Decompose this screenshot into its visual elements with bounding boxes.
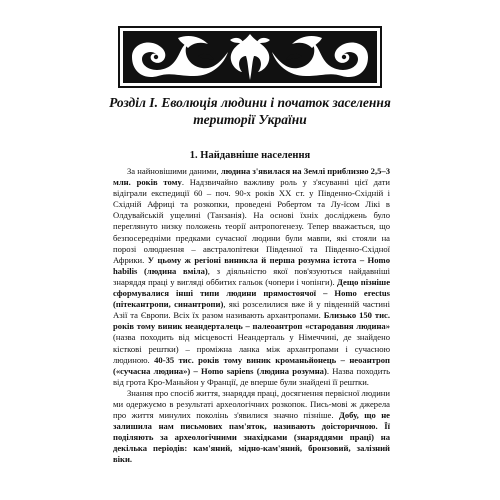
text-run: , які розселилися вже й у південній частині Азії та Європи. Всіх їх разом називають архантропами.: [113, 299, 390, 321]
body-text: [113, 166, 390, 466]
chapter-title: [100, 94, 400, 128]
bold-run: Близько 150 тис. років тому виник неандерталець – палеоантроп «стародавня людина»: [113, 310, 390, 332]
bold-run: У цьому ж регіоні виникла й перша розумна істота – Homo habilis (людина вміла): [113, 254, 390, 276]
bold-run: людина з'явилася на Землі приблизно 2,5–3 млн. років тому: [113, 166, 390, 188]
bold-run: Дещо пізніше сформувалися інші типи людини прямостоячої – Homo erectus (пітекантропи, синантропи): [113, 276, 391, 310]
text-run: , з діяльністю якої пов'язуються найдавніші знаряддя праці у вигляді оббитих гальок (чопери і чопінги).: [113, 265, 390, 287]
text-run: За найновішими даними,: [127, 166, 221, 176]
bold-run: 40-35 тис. років тому виник кроманьйонець – неоантроп («сучасна людина») – Homo sapiens (людина розумна): [113, 354, 390, 376]
bold-run: Добу, що не залишила нам письмових пам'яток, називають доісторичною. Її поділяють за археологічними знахідками (знаряддями праці) на декілька періодів: кам'яний, мідно-кам'яний, бронзовий, залізний віки.: [113, 410, 390, 465]
chapter-title-line1: Розділ І. Еволюція людини і початок заселення: [109, 95, 391, 110]
paragraph-2: [113, 388, 390, 466]
text-run: (назва походить від місцевості Неандерталь у Німеччині, де знайдено кісткові рештки) – проміжна ланка між архантропами і сучасною людиною.: [113, 332, 390, 365]
text-run: . Назва походить від грота Кро-Маньйон у Франції, де вперше були знайдені її рештки.: [113, 365, 391, 387]
decorative-ornament-banner: [118, 26, 382, 88]
section-title: 1. Найдавніше населення: [189, 150, 311, 161]
text-run: . Надзвичайно важливу роль у з'ясуванні цієї дати відіграли експедиції 60 – поч. 90-х років XX ст. у Південно-Східній і Східній Африці та розкопки, проведені Робертом та Лу-їсом Лікі в Олдувайській ущелині (Танзанія). На основі їхніх досліджень було переглянуто низку положень теорії антропогенезу. Тепер вважається, що безпосередніми предками сучасної людини були мавпи, які стояли на порозі олюднення – австралопітеки Південної та Південно-Східної Африки.: [113, 177, 390, 265]
chapter-title-line2: території України: [193, 112, 307, 127]
paragraph-1: [113, 166, 390, 388]
text-run: Знання про спосіб життя, знаряддя праці, досягнення первісної людини ми одержуємо в результаті археологічних розкопок. Пись-мові ж джерела про життя минулих поколінь з'явилися значно пізніше.: [113, 387, 390, 421]
